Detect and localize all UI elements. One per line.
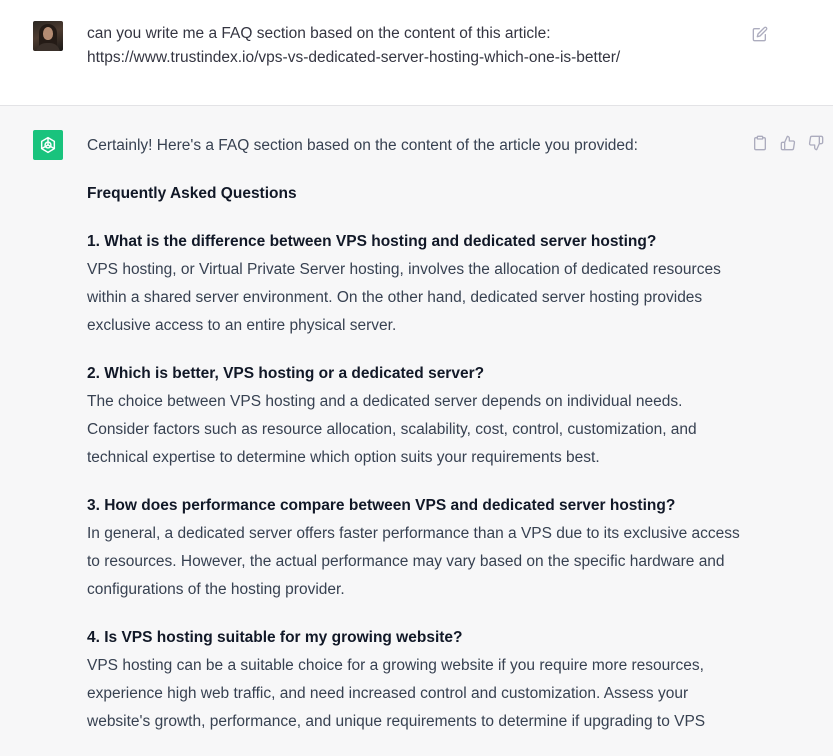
assistant-message-turn [0,106,833,728]
faq-item [87,624,747,736]
faq-question: 3. How does performance compare between VPS and dedicated server hosting? [87,497,676,514]
assistant-message-text [87,132,747,756]
faq-answer: The choice between VPS hosting and a dedicated server depends on individual needs. Consider factors such as resource allocation, scalability, cost, control, customization, and technical expertise to determine which option suits your requirements best. [87,393,697,466]
edit-icon[interactable] [750,24,770,44]
user-message-line: can you write me a FAQ section based on the content of this article: [87,25,551,42]
faq-item [87,492,747,604]
faq-item [87,228,747,340]
openai-logo-icon [33,130,63,160]
faq-item [87,360,747,472]
user-message-text [87,22,727,70]
faq-question: 2. Which is better, VPS hosting or a dedicated server? [87,365,485,382]
thumbs-down-icon[interactable] [806,133,826,153]
faq-question: 1. What is the difference between VPS hosting and dedicated server hosting? [87,233,657,250]
clipboard-icon[interactable] [750,133,770,153]
user-message-link: https://www.trustindex.io/vps-vs-dedicated-server-hosting-which-one-is-better/ [87,49,621,66]
user-message-turn [0,0,833,106]
faq-question: 4. Is VPS hosting suitable for my growing website? [87,629,463,646]
faq-answer: In general, a dedicated server offers faster performance than a VPS due to its exclusive access to resources. However, the actual performance may vary based on the specific hardware and configurations of the hosting provider. [87,525,740,598]
faq-answer: VPS hosting, or Virtual Private Server hosting, involves the allocation of dedicated resources within a shared server environment. On the other hand, dedicated server hosting provides exclusive access to an entire physical server. [87,261,721,334]
thumbs-up-icon[interactable] [778,133,798,153]
message-actions [750,132,828,154]
user-avatar [33,21,63,51]
faq-answer: VPS hosting can be a suitable choice for a growing website if you require more resources, experience high web traffic, and need increased control and customization. Assess your website's growth, performance, and unique requirements to determine if upgrading to VPS [87,657,706,730]
faq-heading: Frequently Asked Questions [87,185,297,202]
assistant-intro: Certainly! Here's a FAQ section based on the content of the article you provided: [87,137,638,154]
